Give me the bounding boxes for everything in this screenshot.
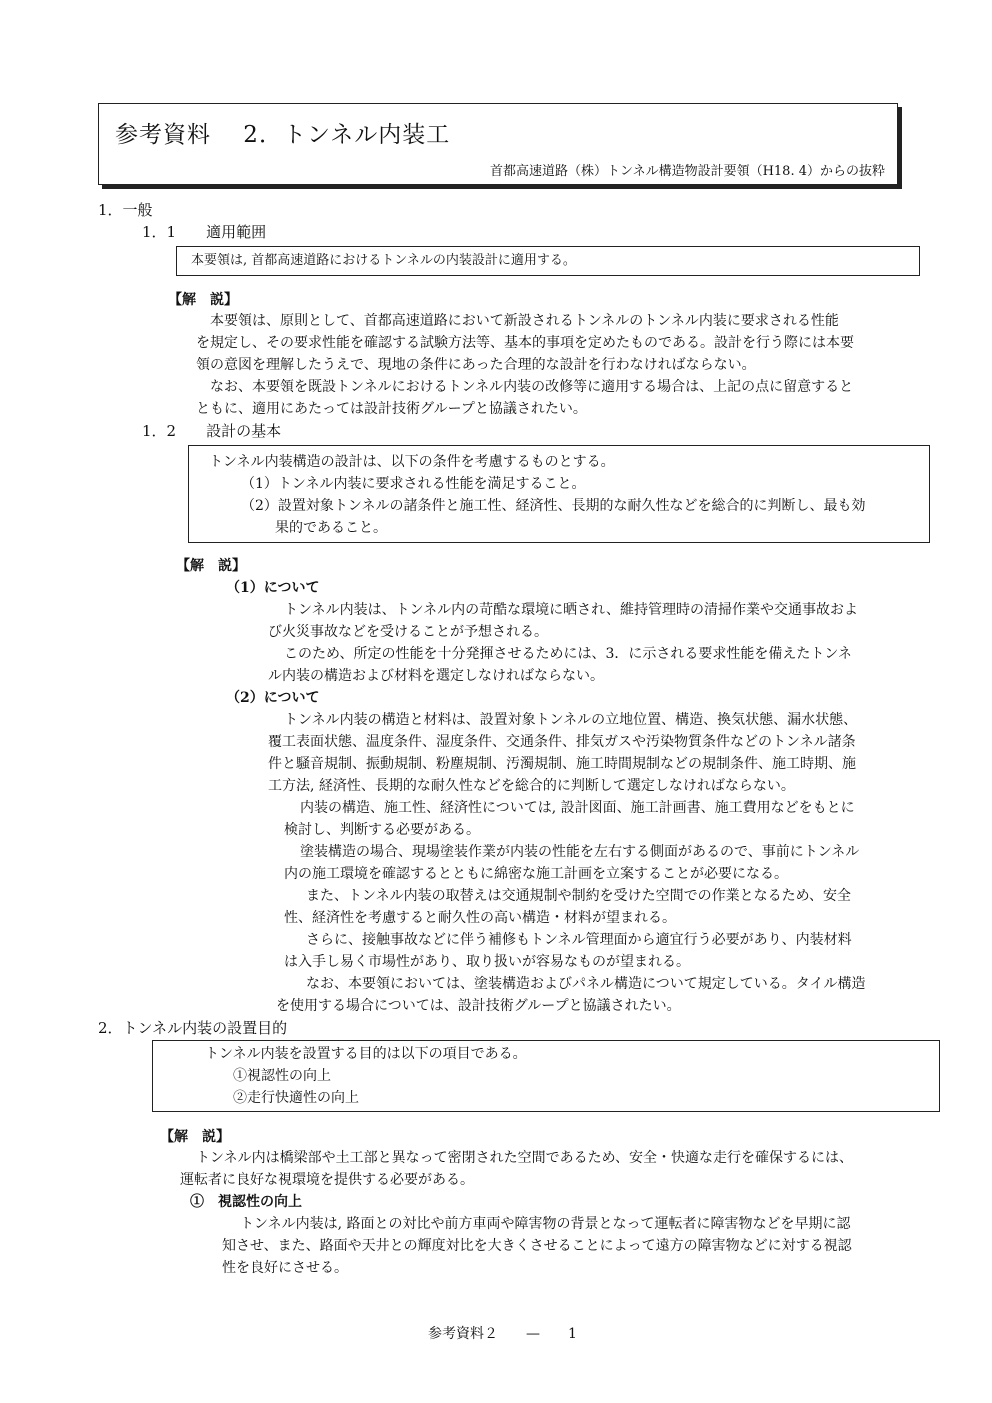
paragraph-line: 件と騒音規制、振動規制、粉塵規制、汚濁規制、施工時間規制などの規制条件、施工時期、施 [268,756,856,772]
kaisetsu-label: 【解 説】 [176,558,246,574]
paragraph-line: このため、所定の性能を十分発揮させるためには、3．に示される要求性能を備えたトンネ [284,646,852,662]
item-2-heading: （2）について [226,690,320,706]
paragraph-line: 領の意図を理解したうえで、現地の条件にあった合理的な設計を行わなければならない。 [196,357,756,373]
section-1-1-box-text: 本要領は, 首都高速道路におけるトンネルの内装設計に適用する。 [191,253,576,268]
kaisetsu-label: 【解 説】 [168,292,238,308]
box-line: トンネル内装を設置する目的は以下の項目である。 [205,1046,527,1062]
item-1-heading: （1）について [226,580,320,596]
paragraph-line: を使用する場合については、設計技術グループと協議されたい。 [276,998,681,1014]
box-line: 果的であること。 [275,520,387,536]
paragraph-line: なお、本要領においては、塗装構造およびパネル構造について規定している。タイル構造 [306,976,866,992]
page-subtitle: 首都高速道路（株）トンネル構造物設計要領（H18. 4）からの抜粋 [489,164,885,179]
paragraph-line: 性、経済性を考慮すると耐久性の高い構造・材料が望まれる。 [284,910,676,926]
paragraph-line: トンネル内装の構造と材料は、設置対象トンネルの立地位置、構造、換気状態、漏水状態、 [284,712,858,728]
box-line: ①視認性の向上 [233,1068,331,1084]
paragraph-line: び火災事故などを受けることが予想される。 [268,624,548,640]
paragraph-line: また、トンネル内装の取替えは交通規制や制約を受けた空間での作業となるため、安全 [306,888,852,904]
page-title: 参考資料 2．トンネル内装工 [115,122,451,148]
item-1-heading: ① 視認性の向上 [190,1194,302,1210]
paragraph-line: 塗装構造の場合、現場塗装作業が内装の性能を左右する側面があるので、事前にトンネル [300,844,860,860]
section-2-box [152,1040,940,1112]
paragraph-line: なお、本要領を既設トンネルにおけるトンネル内装の改修等に適用する場合は、上記の点に留意すると [210,379,854,395]
paragraph-line: 工方法, 経済性、長期的な耐久性などを総合的に判断して選定しなければならない。 [268,778,795,794]
paragraph-line: は入手し易く市場性があり、取り扱いが容易なものが望まれる。 [284,954,690,970]
paragraph-line: トンネル内は橋梁部や土工部と異なって密閉された空間であるため、安全・快適な走行を確保するには、 [196,1150,854,1166]
paragraph-line: さらに、接触事故などに伴う補修もトンネル管理面から適宜行う必要があり、内装材料 [306,932,852,948]
paragraph-line: ル内装の構造および材料を選定しなければならない。 [268,668,604,684]
section-2-heading: 2．トンネル内装の設置目的 [98,1019,288,1037]
kaisetsu-label: 【解 説】 [160,1129,230,1145]
paragraph-line: 性を良好にさせる。 [222,1260,348,1276]
paragraph-line: 内の施工環境を確認するとともに綿密な施工計画を立案することが必要になる。 [284,866,788,882]
box-line: （2）設置対象トンネルの諸条件と施工性、経済性、長期的な耐久性などを総合的に判断し、最も効 [241,498,866,514]
paragraph-line: トンネル内装は, 路面との対比や前方車両や障害物の背景となって運転者に障害物などを早期に認 [240,1216,851,1232]
section-1-1-box [176,246,920,276]
page-number: 参考資料２ — 1 [428,1326,577,1342]
box-line: （1）トンネル内装に要求される性能を満足すること。 [241,476,586,492]
paragraph-line: 内装の構造、施工性、経済性については, 設計図面、施工計画書、施工費用などをもとに [300,800,855,816]
paragraph-line: 覆工表面状態、温度条件、湿度条件、交通条件、排気ガスや汚染物質条件などのトンネル諸条 [268,734,856,750]
paragraph-line: 検討し、判断する必要がある。 [284,822,480,838]
paragraph-line: を規定し、その要求性能を確認する試験方法等、基本的事項を定めたものである。設計を行う際には本要 [196,335,854,351]
section-1-heading: 1．一般 [98,201,153,219]
section-1-2-box [188,445,930,543]
box-line: トンネル内装構造の設計は、以下の条件を考慮するものとする。 [209,454,615,470]
section-1-2-heading: 1．2 設計の基本 [142,422,282,440]
paragraph-line: トンネル内装は、トンネル内の苛酷な環境に晒され、維持管理時の清掃作業や交通事故およ [284,602,858,618]
paragraph-line: 知させ、また、路面や天井との輝度対比を大きくさせることによって遠方の障害物などに対する視認 [222,1238,852,1254]
paragraph-line: ともに、適用にあたっては設計技術グループと協議されたい。 [196,401,587,417]
section-1-1-heading: 1．1 適用範囲 [142,223,267,241]
paragraph-line: 運転者に良好な視環境を提供する必要がある。 [180,1172,474,1188]
paragraph-line: 本要領は、原則として、首都高速道路において新設されるトンネルのトンネル内装に要求される性能 [210,313,839,329]
box-line: ②走行快適性の向上 [233,1090,359,1106]
title-box [98,103,898,185]
